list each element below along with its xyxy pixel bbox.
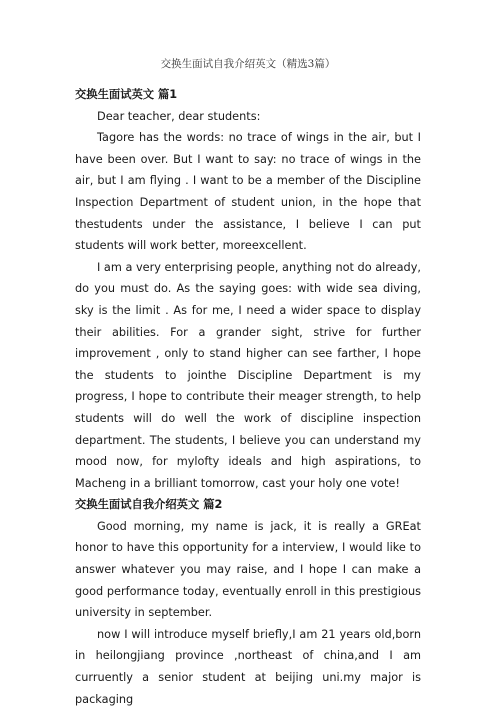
paragraph: Dear teacher, dear students: bbox=[97, 109, 261, 123]
paragraph: I am a very enterprising people, anything not do already, do you must do. As the saying goes: with wide sea diving, sky is the limit . As for me, I need a wider space to display their abilities. For a grander sight, strive for further improvement , only to stand higher can see farther, I hope the students to jointhe Discipline Department is my progress, I hope to contribute their meager strength, to help students will do well the work of discipline inspection department. The students, I believe you can understand my mood now, for mylofty ideals and high aspirations, to Macheng in a brilliant tomorrow, cast your holy one vote! bbox=[75, 260, 421, 490]
paragraph: Tagore has the words: no trace of wings in the air, but I have been over. But I want to say: no trace of wings in the air, but I am flying . I want to be a member of the Discipline Inspection Department of student union, in the hope that thestudents under the assistance, I believe I can put students will work better, moreexcellent. bbox=[75, 131, 421, 253]
document-title: 交换生面试自我介绍英文（精选3篇） bbox=[160, 58, 336, 70]
paragraph: now I will introduce myself briefly,I am 21 years old,born in heilongjiang province ,northeast of china,and I am curruently a senior student at beijing uni.my major is packaging bbox=[75, 627, 421, 706]
paragraph: Good morning, my name is jack, it is really a GREat honor to have this opportunity for a interview, I would like to answer whatever you may raise, and I hope I can make a good performance today, eventually enroll in this prestigious university in september. bbox=[75, 519, 421, 620]
section-heading: 交换生面试英文 篇1 bbox=[75, 88, 178, 101]
document-body bbox=[75, 84, 421, 710]
section-heading: 交换生面试自我介绍英文 篇2 bbox=[75, 498, 223, 512]
